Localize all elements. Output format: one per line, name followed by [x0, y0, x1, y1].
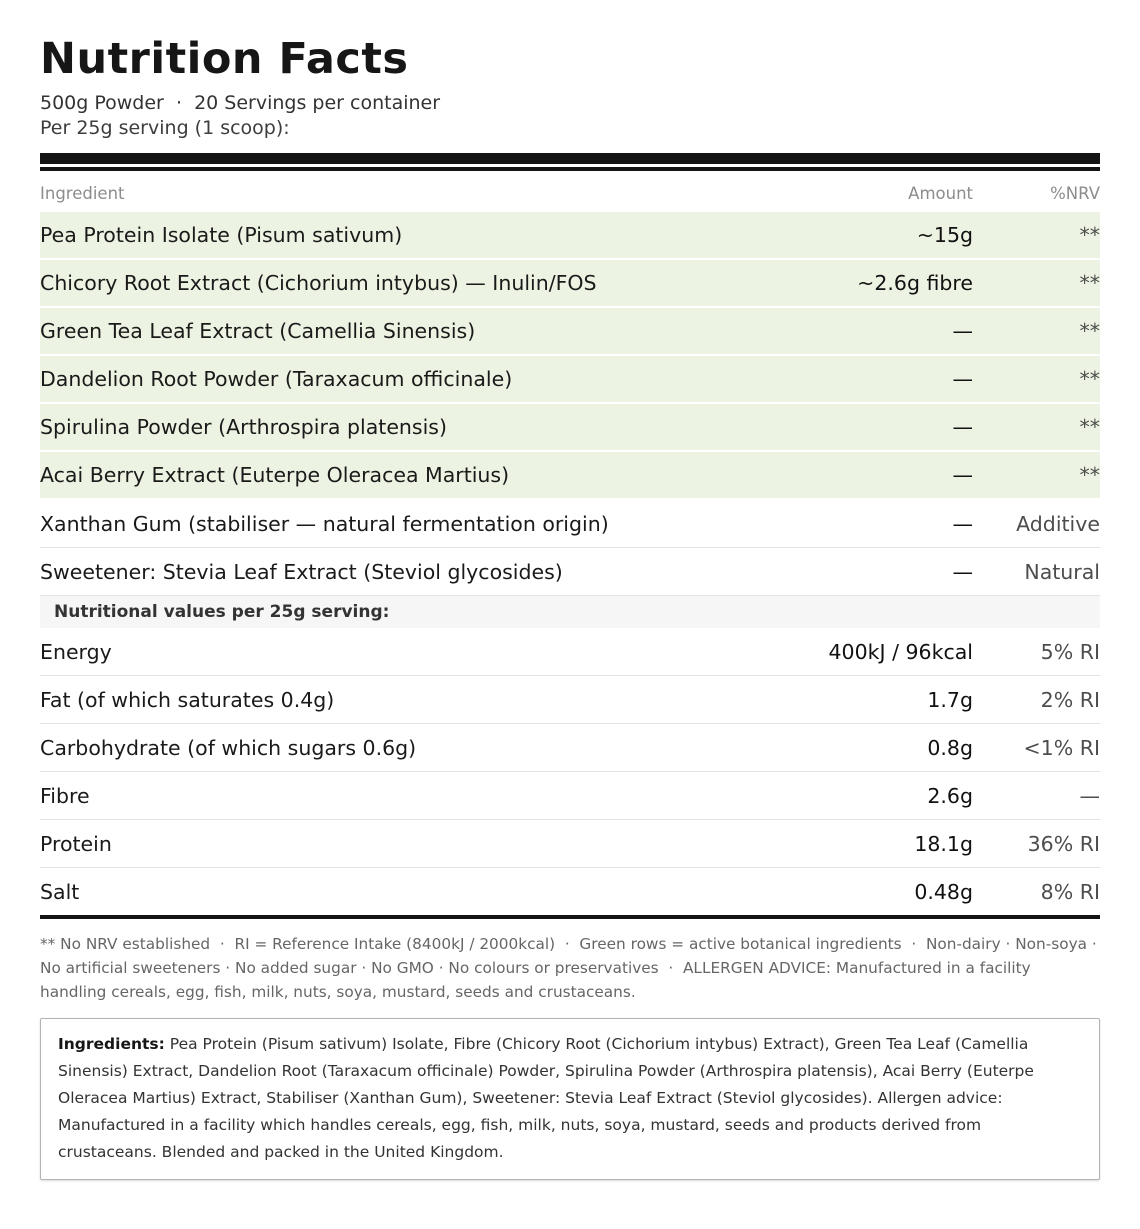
row-amount-cell: 400kJ / 96kcal	[828, 639, 973, 664]
row-name-cell: Acai Berry Extract (Euterpe Oleracea Martius)	[40, 463, 510, 488]
row-nrv-cell: Additive	[1016, 511, 1100, 536]
row-nrv-cell: **	[1079, 271, 1100, 296]
row-nrv-cell: **	[1079, 463, 1100, 488]
ingredient-row	[40, 212, 1100, 260]
column-header-ingredient: Ingredient	[40, 184, 125, 204]
nutrient-row	[40, 628, 1100, 676]
nutrient-row	[40, 772, 1100, 820]
divider-bar-thick	[40, 153, 1100, 164]
ingredients-label: Ingredients:	[58, 1035, 165, 1054]
ingredient-table	[40, 171, 1100, 919]
ingredient-row	[40, 308, 1100, 356]
nutrient-row	[40, 724, 1100, 772]
row-amount-cell: 1.7g	[927, 687, 973, 712]
row-amount-cell: —	[952, 511, 973, 536]
row-name-cell: Pea Protein Isolate (Pisum sativum)	[40, 223, 403, 248]
ingredient-row	[40, 452, 1100, 500]
row-name-cell: Spirulina Powder (Arthrospira platensis)	[40, 415, 447, 440]
nutrient-row	[40, 676, 1100, 724]
row-name-cell: Green Tea Leaf Extract (Camellia Sinensis)	[40, 319, 476, 344]
nutrient-rows	[40, 628, 1100, 915]
column-header-nrv: %NRV	[1050, 184, 1100, 204]
row-name-cell: Carbohydrate (of which sugars 0.6g)	[40, 735, 417, 760]
ingredients-text: Pea Protein (Pisum sativum) Isolate, Fibre (Chicory Root (Cichorium intybus) Extract), Green Tea Leaf (Camellia Sinensis) Extract, Dandelion Root (Taraxacum officinale) Powder, Spirulina Powder (Arthrospira platensis), Acai Berry (Euterpe Oleracea Martius) Extract, Stabiliser (Xanthan Gum), Sweetener: Stevia Leaf Extract (Steviol glycosides). Allergen advice: Manufactured in a facility which handles cereals, egg, fish, milk, nuts, soya, mustard, seeds and products derived from crustaceans. Blended and packed in the United Kingdom.	[58, 1035, 1034, 1162]
row-amount-cell: ~2.6g fibre	[857, 271, 973, 296]
nutritional-values-section-header	[40, 596, 1100, 628]
row-nrv-cell: 2% RI	[1040, 687, 1100, 712]
row-nrv-cell: **	[1079, 415, 1100, 440]
ingredient-row	[40, 356, 1100, 404]
row-amount-cell: —	[952, 367, 973, 392]
ingredient-row	[40, 260, 1100, 308]
row-nrv-cell: **	[1079, 367, 1100, 392]
row-nrv-cell: —	[1079, 783, 1100, 808]
row-amount-cell: —	[952, 319, 973, 344]
row-name-cell: Energy	[40, 639, 112, 664]
row-amount-cell: 18.1g	[914, 831, 973, 856]
ingredients-declaration-box	[40, 1018, 1100, 1180]
row-amount-cell: —	[952, 559, 973, 584]
row-amount-cell: 2.6g	[927, 783, 973, 808]
ingredient-row	[40, 404, 1100, 452]
row-nrv-cell: 8% RI	[1040, 879, 1100, 904]
row-nrv-cell: <1% RI	[1023, 735, 1100, 760]
row-amount-cell: —	[952, 415, 973, 440]
serving-size-line: Per 25g serving (1 scoop):	[40, 117, 290, 140]
row-name-cell: Protein	[40, 831, 112, 856]
row-nrv-cell: 36% RI	[1027, 831, 1100, 856]
row-amount-cell: 0.48g	[914, 879, 973, 904]
row-amount-cell: 0.8g	[927, 735, 973, 760]
section-header-text: Nutritional values per 25g serving:	[54, 602, 390, 623]
ingredient-row	[40, 548, 1100, 596]
ingredient-row	[40, 500, 1100, 548]
row-name-cell: Fibre	[40, 783, 90, 808]
row-name-cell: Sweetener: Stevia Leaf Extract (Steviol glycosides)	[40, 559, 563, 584]
nutrient-row	[40, 820, 1100, 868]
package-size-servings: 500g Powder · 20 Servings per container	[40, 92, 441, 115]
table-header-row	[40, 171, 1100, 212]
row-name-cell: Fat (of which saturates 0.4g)	[40, 687, 335, 712]
row-name-cell: Dandelion Root Powder (Taraxacum officinale)	[40, 367, 513, 392]
column-header-amount: Amount	[908, 184, 973, 204]
row-name-cell: Salt	[40, 879, 80, 904]
footnote-text: ** No NRV established · RI = Reference Intake (8400kJ / 2000kcal) · Green rows = active botanical ingredients · Non-dairy · Non-soya · No artificial sweeteners · No added sugar · No GMO · No colours or preservatives · ALLERGEN ADVICE: Manufactured in a facility handling cereals, egg, fish, milk, nuts, soya, mustard, seeds and crustaceans.	[40, 935, 1102, 1002]
page-title: Nutrition Facts	[40, 34, 409, 84]
row-name-cell: Chicory Root Extract (Cichorium intybus) — Inulin/FOS	[40, 271, 597, 296]
divider-bar-bottom	[40, 915, 1100, 919]
row-amount-cell: ~15g	[916, 223, 973, 248]
row-nrv-cell: Natural	[1024, 559, 1100, 584]
row-nrv-cell: **	[1079, 319, 1100, 344]
ingredient-rows	[40, 212, 1100, 596]
row-name-cell: Xanthan Gum (stabiliser — natural fermentation origin)	[40, 511, 609, 536]
row-nrv-cell: 5% RI	[1040, 639, 1100, 664]
row-nrv-cell: **	[1079, 223, 1100, 248]
nutrient-row	[40, 868, 1100, 915]
row-amount-cell: —	[952, 463, 973, 488]
